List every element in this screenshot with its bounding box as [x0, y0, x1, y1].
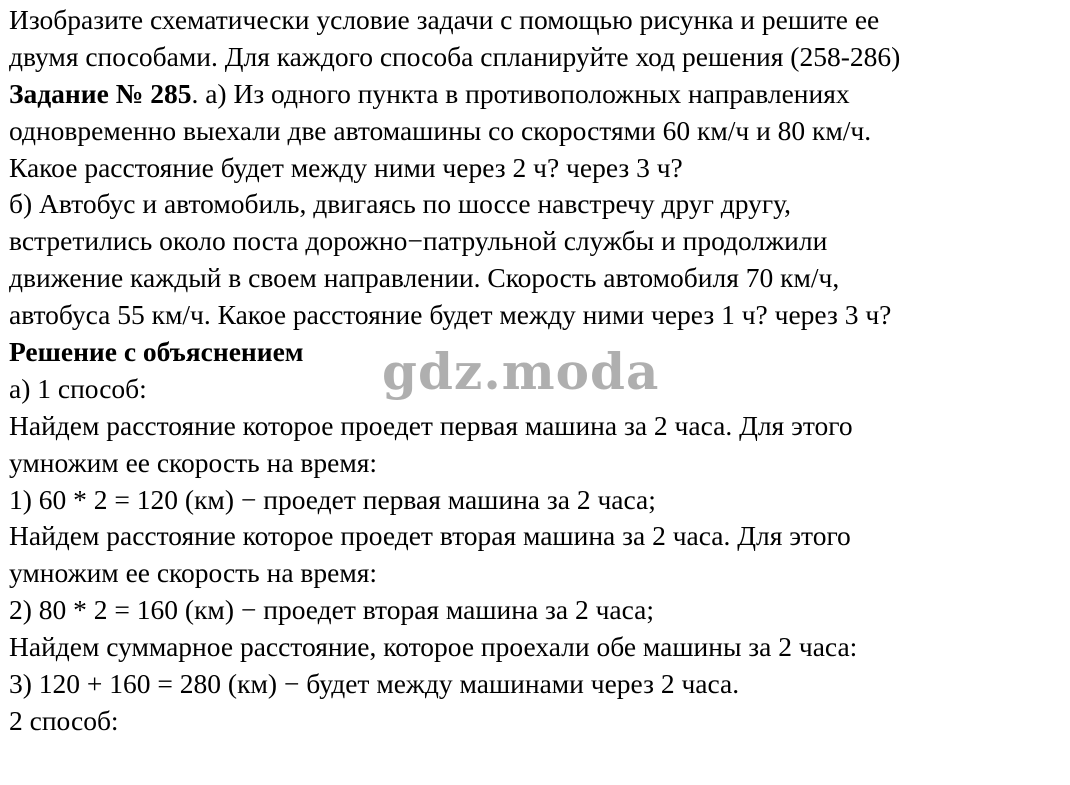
site-watermark: gdz.moda — [382, 342, 660, 401]
step-2-formula: 2) 80 * 2 = 160 (км) − проедет вторая машина за 2 часа; — [9, 594, 655, 626]
task-statement-a-line-2: одновременно выехали две автомашины со скоростями 60 км/ч и 80 км/ч. — [9, 114, 872, 146]
task-label: Задание № 285 — [9, 77, 192, 109]
step-1-explanation-line-2: умножим ее скорость на время: — [9, 446, 378, 478]
task-statement-a-line-3: Какое расстояние будет между ними через 2 ч? через 3 ч? — [9, 151, 683, 183]
method-2-label: 2 способ: — [9, 704, 119, 736]
task-statement-b-line-3: движение каждый в своем направлении. Скорость автомобиля 70 км/ч, — [9, 262, 840, 294]
step-3-explanation: Найдем суммарное расстояние, которое проехали обе машины за 2 часа: — [9, 631, 858, 663]
document-body — [9, 2, 1065, 740]
step-2-explanation-line-2: умножим ее скорость на время: — [9, 557, 378, 589]
task-statement-a-line-1 — [9, 76, 1065, 113]
step-3-formula: 3) 120 + 160 = 280 (км) − будет между машинами через 2 часа. — [9, 668, 740, 700]
intro-line-1: Изобразите схематически условие задачи с помощью рисунка и решите ее — [9, 4, 880, 35]
step-1-formula: 1) 60 * 2 = 120 (км) − проедет первая машина за 2 часа; — [9, 483, 656, 515]
intro-line-2: двумя способами. Для каждого способа спланируйте ход решения (258-286) — [9, 40, 901, 72]
task-part-a-start: . а) Из одного пункта в противоположных направлениях — [191, 77, 850, 109]
task-statement-b-line-4: автобуса 55 км/ч. Какое расстояние будет между ними через 1 ч? через 3 ч? — [9, 299, 892, 331]
solution-heading: Решение с объяснением — [9, 336, 304, 368]
task-statement-b-line-1: б) Автобус и автомобиль, двигаясь по шоссе навстречу друг другу, — [9, 188, 792, 220]
step-2-explanation-line-1: Найдем расстояние которое проедет вторая машина за 2 часа. Для этого — [9, 520, 851, 552]
method-1-label: а) 1 способ: — [9, 372, 147, 404]
task-statement-b-line-2: встретились около поста дорожно−патрульной службы и продолжили — [9, 225, 828, 257]
step-1-explanation-line-1: Найдем расстояние которое проедет первая машина за 2 часа. Для этого — [9, 409, 853, 441]
